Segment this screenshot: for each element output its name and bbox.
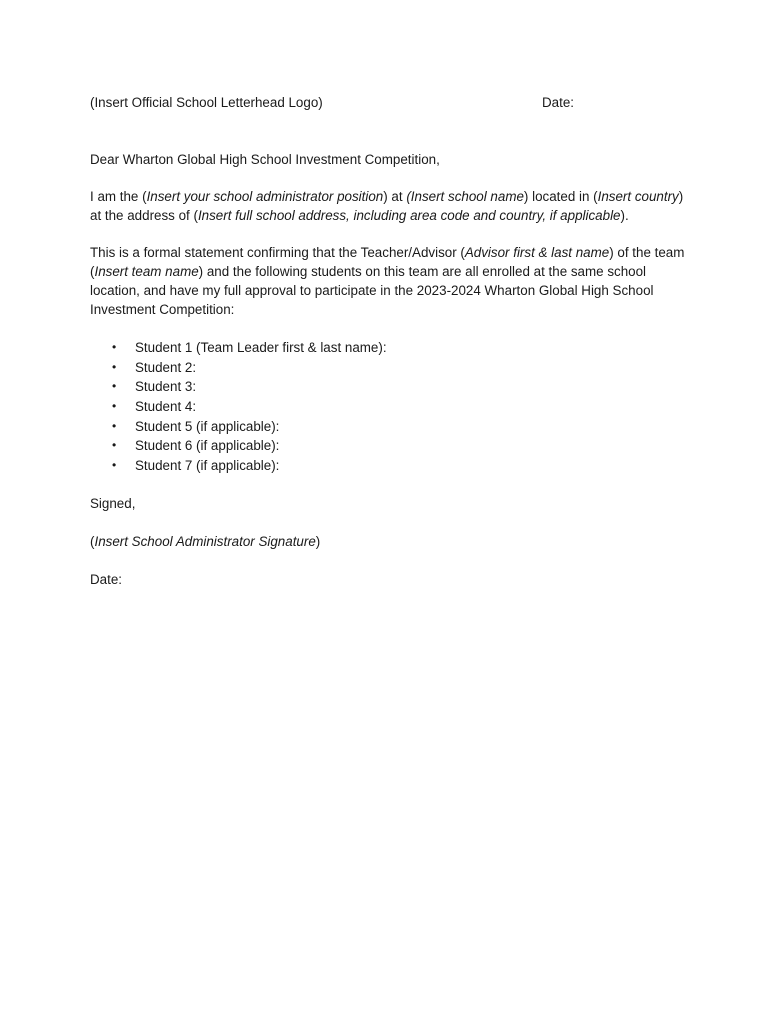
bullet-icon: • [112, 379, 117, 394]
list-item [90, 417, 690, 437]
footer-date-label: Date: [90, 571, 123, 587]
closing: Signed, [90, 495, 136, 511]
bullet-icon: • [112, 418, 117, 433]
school-address-placeholder: Insert full school address, including area code and country, if applicable [197, 208, 621, 223]
list-item [90, 397, 690, 417]
team-name-placeholder: Insert team name [94, 264, 199, 279]
intro-text-2: ) at [383, 189, 407, 204]
list-item [90, 377, 690, 397]
bullet-icon: • [112, 438, 117, 453]
signature-open-paren: ( [90, 533, 95, 549]
student-entry: Student 1 (Team Leader first & last name): [135, 340, 387, 355]
letter-document [90, 93, 690, 589]
student-entry: Student 6 (if applicable): [135, 438, 280, 454]
student-entry: Student 3: [135, 379, 197, 395]
signature-placeholder [90, 532, 690, 551]
intro-text-4: ) at the address of ( [90, 189, 684, 223]
student-entry: Student 5 (if applicable): [135, 418, 280, 434]
statement-text-1: This is a formal statement confirming that the Teacher/Advisor ( [90, 245, 465, 260]
statement-text-3: ) and the following students on this team are all enrolled at the same school location, and have my full approval to participate in the 2023-2024 Wharton Global High School Investment Competition: [90, 264, 654, 317]
list-item [90, 358, 690, 378]
student-entry: Student 4: [135, 399, 197, 415]
country-placeholder: Insert country [597, 189, 679, 204]
statement-text-2: ) of the team ( [90, 245, 685, 279]
list-item [90, 456, 690, 476]
intro-paragraph [90, 187, 690, 225]
list-item [90, 436, 690, 456]
bullet-icon: • [112, 458, 117, 473]
list-item [90, 338, 690, 358]
bullet-icon: • [112, 399, 117, 414]
student-entry: Student 7 (if applicable): [135, 458, 280, 474]
intro-text-3: ) located in ( [523, 189, 598, 204]
intro-text-1: I am the ( [90, 189, 147, 204]
signature-text: Insert School Administrator Signature [94, 533, 316, 549]
student-entry: Student 2: [135, 359, 197, 375]
statement-paragraph [90, 243, 690, 319]
salutation: Dear Wharton Global High School Investment Competition, [90, 152, 440, 167]
school-name-placeholder: (Insert school name [406, 189, 524, 204]
bullet-icon: • [112, 340, 117, 354]
administrator-position-placeholder: Insert your school administrator position [146, 189, 384, 204]
advisor-name-placeholder: Advisor first & last name [464, 245, 610, 260]
letterhead-logo-placeholder: (Insert Official School Letterhead Logo) [90, 95, 323, 110]
bullet-icon: • [112, 359, 117, 374]
signature-close-paren: ) [315, 533, 321, 549]
student-list [90, 338, 690, 476]
header-date-label: Date: [542, 95, 575, 110]
intro-text-5: ). [620, 208, 629, 223]
letter-header [90, 93, 690, 113]
